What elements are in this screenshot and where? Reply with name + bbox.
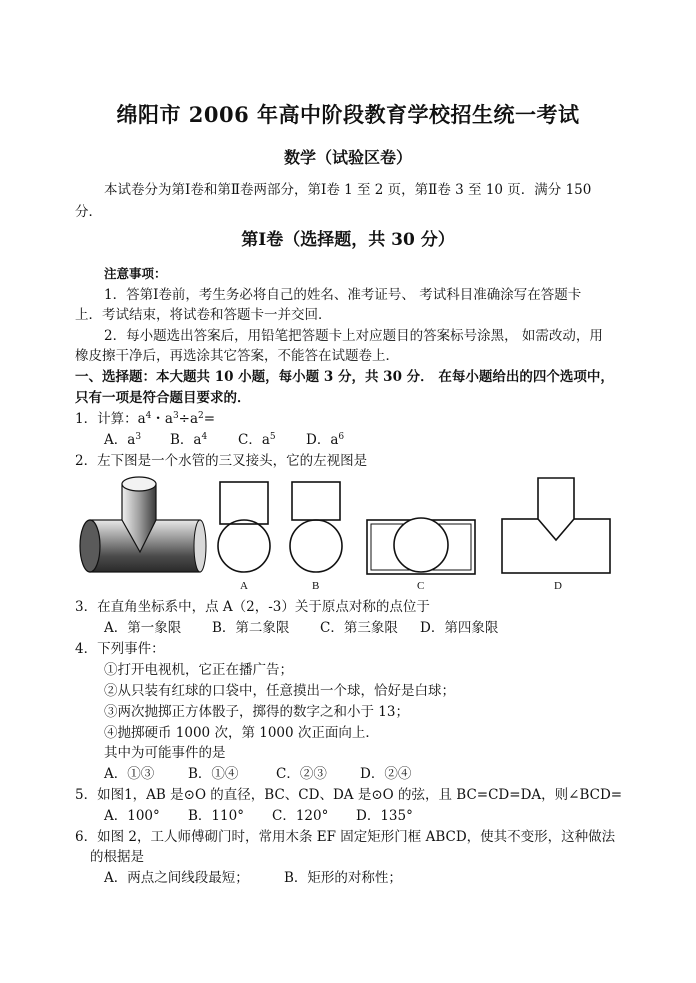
figure-label-d: D	[554, 580, 562, 592]
q3-option-a: A．第一象限	[104, 620, 182, 636]
notes-heading: 注意事项：	[104, 266, 167, 281]
q2-figures	[74, 472, 634, 596]
q3-option-b: B．第二象限	[212, 620, 290, 636]
section-line-1: 一、选择题：本大题共 10 小题，每小题 3 分，共 30 分． 在每小题给出的四个选项中，	[75, 369, 614, 385]
q1-options	[104, 431, 344, 449]
q3-stem: 3．在直角坐标系中，点 A（2，-3）关于原点对称的点位于	[75, 599, 430, 615]
note2-line-1: 2．每小题选出答案后，用铅笔把答题卡上对应题目的答案标号涂黑， 如需改动，用	[104, 328, 603, 344]
part1-title: 第Ⅰ卷（选择题，共 30 分）	[241, 230, 455, 250]
q4-option-b: B．①④	[188, 766, 239, 782]
intro-line-1: 本试卷分为第Ⅰ卷和第Ⅱ卷两部分，第Ⅰ卷 1 至 2 页，第Ⅱ卷 3 至 10 页．满分 150	[104, 182, 592, 198]
q4-event-2: ②从只装有红球的口袋中，任意摸出一个球，恰好是白球；	[104, 683, 455, 699]
q4-options	[104, 765, 411, 783]
q4-event-4: ④抛掷硬币 1000 次，第 1000 次正面向上．	[104, 725, 379, 741]
q5-option-c: C．120°	[272, 808, 329, 824]
q6-option-a: A．两点之间线段最短；	[104, 870, 249, 886]
q4-option-a: A．①③	[104, 766, 155, 782]
option-b-figure	[290, 482, 342, 572]
q6-stem-line-1: 6．如图 2，工人师傅砌门时，常用木条 EF 固定矩形门框 ABCD，使其不变形，这种做法	[75, 829, 616, 845]
tee-pipe-figure	[80, 477, 206, 572]
q4-option-d: D．②④	[360, 766, 412, 782]
figure-label-b: B	[312, 580, 320, 592]
q3-options	[104, 619, 498, 637]
figure-label-a: A	[240, 580, 248, 592]
intro-line-2: 分．	[75, 204, 102, 220]
q1-stem: 1．计算：$a^4$・$a^3\div a^2=$	[75, 411, 216, 427]
q5-stem: 5．如图1，AB 是⊙O 的直径，BC、CD、DA 是⊙O 的弦，且 BC=CD=DA，则∠BCD=	[75, 787, 623, 803]
q4-option-c: C．②③	[276, 766, 327, 782]
option-d-figure	[502, 478, 610, 573]
q5-option-a: A．100°	[104, 808, 160, 824]
note1-line-1: 1．答第Ⅰ卷前，考生务必将自己的姓名、准考证号、 考试科目准确涂写在答题卡	[104, 287, 582, 303]
figure-label-c: C	[417, 580, 425, 592]
q1-option-b: B．$a^4$	[170, 432, 208, 448]
q4-stem: 4．下列事件：	[75, 641, 165, 657]
q5-option-d: D．135°	[356, 808, 413, 824]
q1-option-d: D．$a^6$	[306, 432, 345, 448]
note1-line-2: 上．考试结束，将试卷和答题卡一并交回．	[75, 307, 332, 323]
q5-options	[104, 807, 413, 825]
option-c-figure	[367, 518, 475, 574]
q2-figure-svg	[74, 472, 634, 592]
q1-option-c: C．$a^5$	[238, 432, 276, 448]
option-a-figure	[218, 482, 270, 572]
q4-question: 其中为可能事件的是	[104, 745, 226, 761]
note2-line-2: 橡皮擦干净后，再选涂其它答案，不能答在试题卷上．	[75, 348, 399, 364]
q6-stem-line-2: 的根据是	[90, 849, 144, 865]
q4-event-3: ③两次抛掷正方体骰子，掷得的数字之和小于 13；	[104, 704, 409, 720]
exam-title: 绵阳市 2006 年高中阶段教育学校招生统一考试	[116, 102, 580, 127]
q4-event-1: ①打开电视机，它正在播广告；	[104, 662, 293, 678]
exam-subtitle: 数学（试验区卷）	[283, 148, 412, 167]
q2-stem: 2．左下图是一个水管的三叉接头，它的左视图是	[75, 453, 368, 469]
q6-option-b: B．矩形的对称性；	[284, 870, 402, 886]
q3-option-c: C．第三象限	[320, 620, 398, 636]
q1-option-a: A．$a^3$	[104, 432, 142, 448]
section-line-2: 只有一项是符合题目要求的．	[75, 390, 251, 406]
q3-option-d: D．第四象限	[420, 620, 499, 636]
q5-option-b: B．110°	[188, 808, 244, 824]
q6-options	[104, 869, 402, 887]
